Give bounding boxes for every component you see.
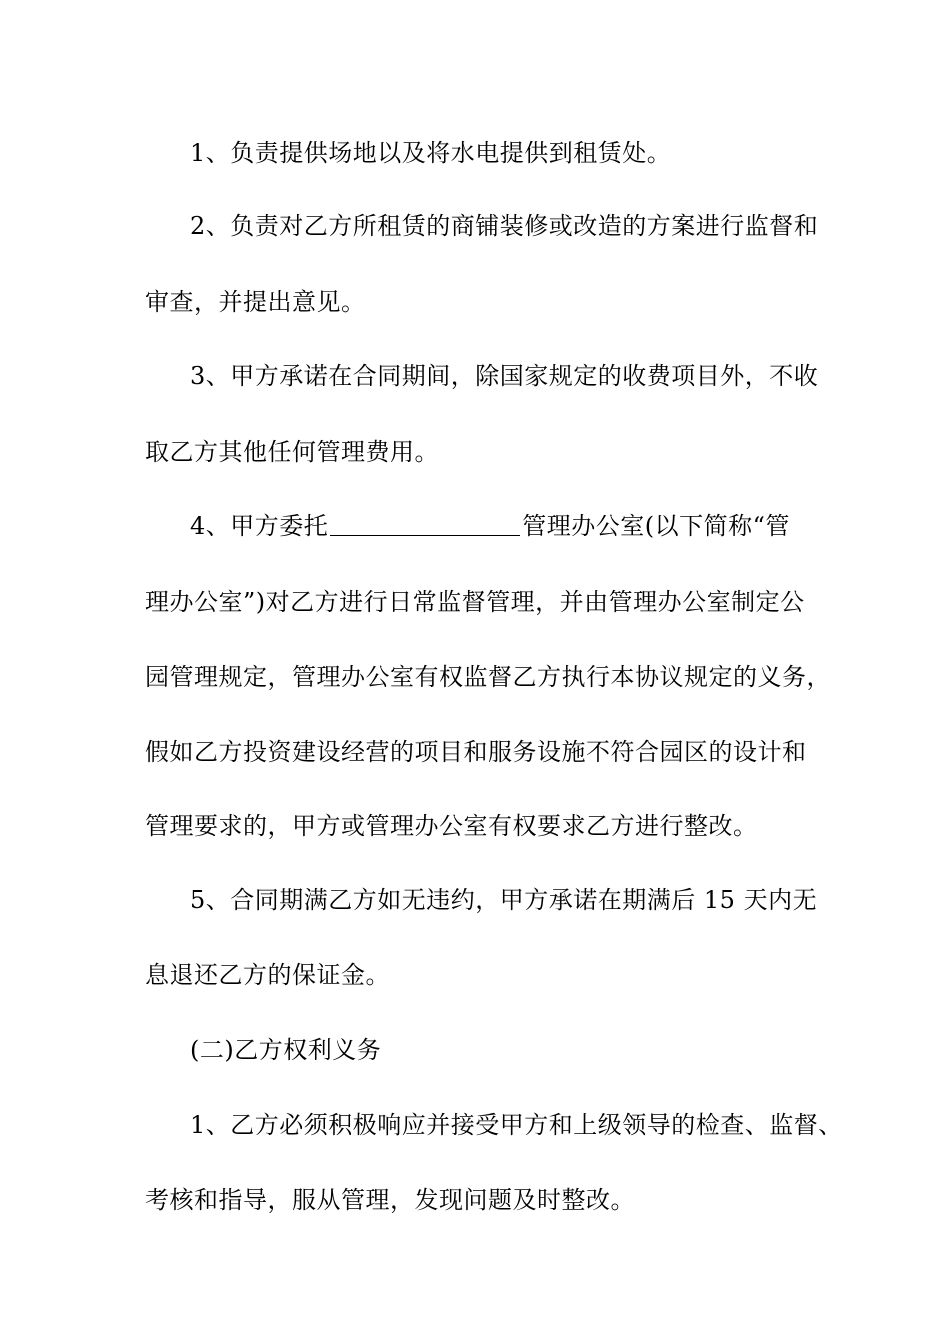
section-heading: (二)乙方权利义务: [190, 1036, 382, 1064]
paragraph-text: 管理办公室(以下简称“管: [522, 512, 790, 540]
paragraph-line: 1、乙方必须积极响应并接受甲方和上级领导的检查、监督、: [190, 1111, 843, 1139]
paragraph-line: 3、甲方承诺在合同期间，除国家规定的收费项目外，不收: [190, 362, 819, 390]
paragraph-line: 假如乙方投资建设经营的项目和服务设施不符合园区的设计和: [145, 738, 807, 766]
paragraph-text: 4、甲方委托: [190, 512, 329, 540]
paragraph-line: 审查，并提出意见。: [145, 288, 366, 316]
paragraph-line: [0, 506, 950, 546]
paragraph-line: 5、合同期满乙方如无违约，甲方承诺在期满后 15 天内无: [190, 886, 818, 914]
paragraph-line: 1、负责提供场地以及将水电提供到租赁处。: [190, 139, 672, 167]
paragraph-line: 考核和指导，服从管理，发现问题及时整改。: [145, 1186, 635, 1214]
paragraph-line: 2、负责对乙方所租赁的商铺装修或改造的方案进行监督和: [190, 212, 819, 240]
paragraph-line: 管理要求的，甲方或管理办公室有权要求乙方进行整改。: [145, 812, 758, 840]
paragraph-line: 息退还乙方的保证金。: [145, 961, 390, 989]
paragraph-line: 理办公室”)对乙方进行日常监督管理，并由管理办公室制定公: [145, 588, 805, 616]
fill-in-blank: [330, 513, 520, 536]
paragraph-line: 园管理规定，管理办公室有权监督乙方执行本协议规定的义务，: [145, 663, 831, 691]
paragraph-line: 取乙方其他任何管理费用。: [145, 438, 439, 466]
